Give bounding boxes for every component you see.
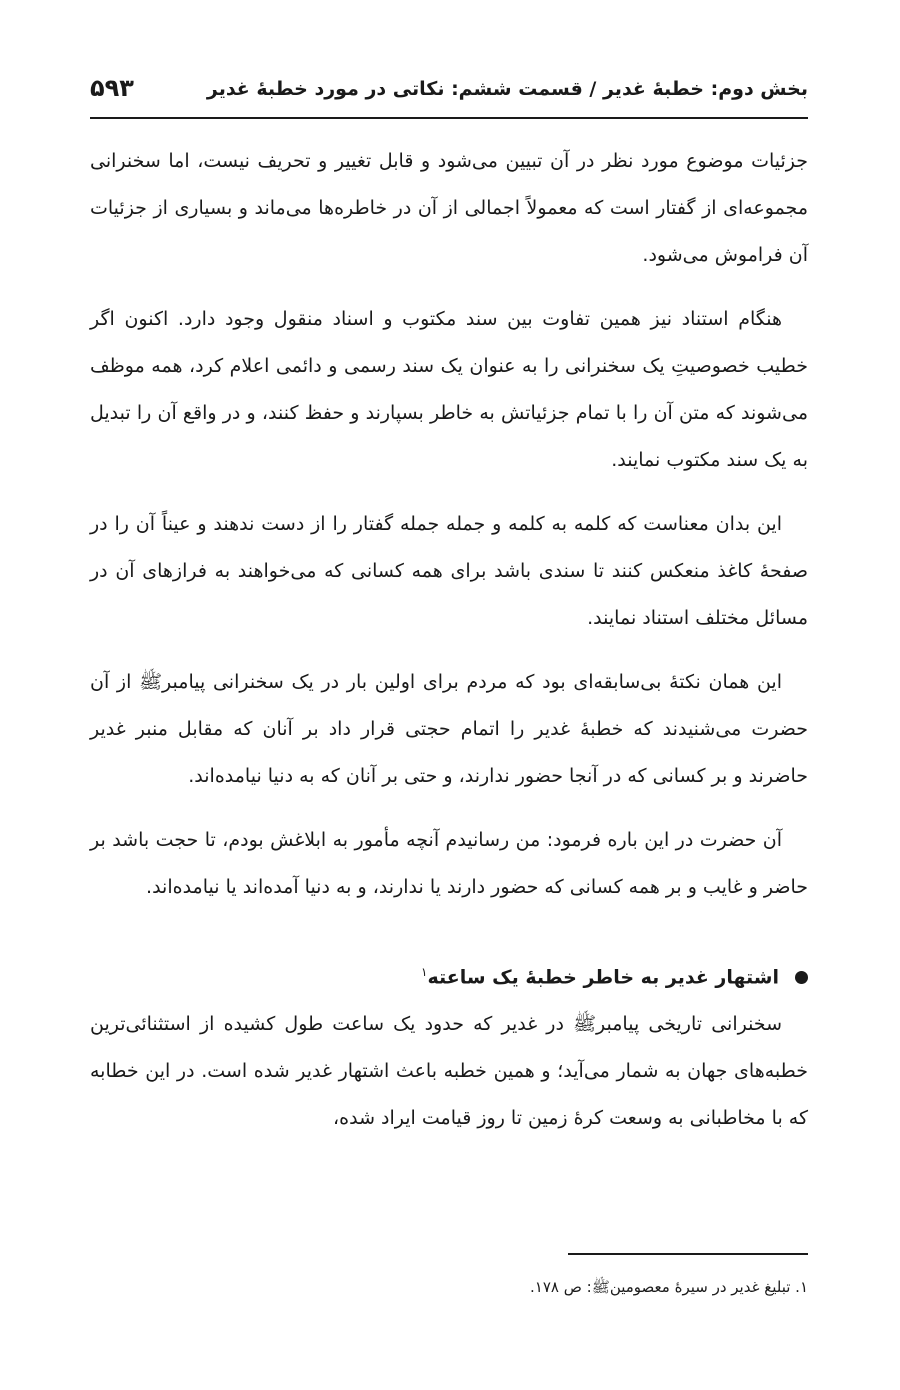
footnote-marker: ۱ <box>421 965 428 979</box>
section-paragraph: سخنرانی تاریخی پیامبرﷺ در غدیر که حدود یک ساعت طول کشیده از استثنائی‌ترین خطبه‌های جهان به شمار می‌آید؛ و همین خطبه باعث اشتهار غدیر شده است. در این خطابه که با مخاطبانی به وسعت کرهٔ زمین تا روز قیامت ایراد شده، <box>90 1013 808 1130</box>
paragraph-2: هنگام استناد نیز همین تفاوت بین سند مکتوب و اسناد منقول وجود دارد. اکنون اگر خطیب خصوصیتِ یک سخنرانی را به عنوان یک سند رسمی و دائمی اعلام کرد، همه موظف می‌شوند که متن آن را با تمام جزئیاتش به خاطر بسپارند و حفظ کنند، و در واقع آن را تبدیل به یک سند مکتوب نمایند. <box>90 308 808 471</box>
section-heading-text: اشتهار غدیر به خاطر خطبهٔ یک ساعته <box>427 966 779 989</box>
paragraph-3: این بدان معناست که کلمه به کلمه و جمله جمله گفتار را از دست ندهند و عیناً آن را در صفحهٔ کاغذ منعکس کنند تا سندی باشد برای همه کسانی که می‌خواهند به فرازهای آن در مسائل مختلف استناد نمایند. <box>90 513 808 629</box>
section-heading <box>90 949 808 1001</box>
footnote-divider <box>568 1253 808 1255</box>
running-header <box>90 74 808 114</box>
paragraph-4: این همان نکتهٔ بی‌سابقه‌ای بود که مردم برای اولین بار در یک سخنرانی پیامبرﷺ از آن حضرت می‌شنیدند که خطبهٔ غدیر را اتمام حجتی قرار داد بر آنان که مقابل منبر غدیر حاضرند و بر کسانی که در آنجا حضور ندارند، و حتی بر آنان که به دنیا نیامده‌اند. <box>90 671 808 787</box>
header-divider <box>90 117 808 119</box>
bullet-icon <box>795 971 808 984</box>
footnote: ۱. تبلیغ غدیر در سیرهٔ معصومینﷺ: ص ۱۷۸. <box>530 1278 808 1296</box>
body-text <box>90 138 808 1159</box>
paragraph-1: جزئیات موضوع مورد نظر در آن تبیین می‌شود و قابل تغییر و تحریف نیست، اما سخنرانی مجموعه‌ای از گفتار است که معمولاً اجمالی از آن در خاطره‌ها می‌ماند و بسیاری از جزئیات آن فراموش می‌شود. <box>90 150 808 266</box>
header-title: بخش دوم: خطبهٔ غدیر / قسمت ششم: نکاتی در مورد خطبهٔ غدیر <box>206 78 808 100</box>
page-number: ۵۹۳ <box>90 74 134 102</box>
paragraph-5: آن حضرت در این باره فرمود: من رسانیدم آنچه مأمور به ابلاغش بودم، تا حجت باشد بر حاضر و غایب و بر همه کسانی که حضور دارند یا ندارند، و به دنیا آمده‌اند یا نیامده‌اند. <box>90 829 808 898</box>
